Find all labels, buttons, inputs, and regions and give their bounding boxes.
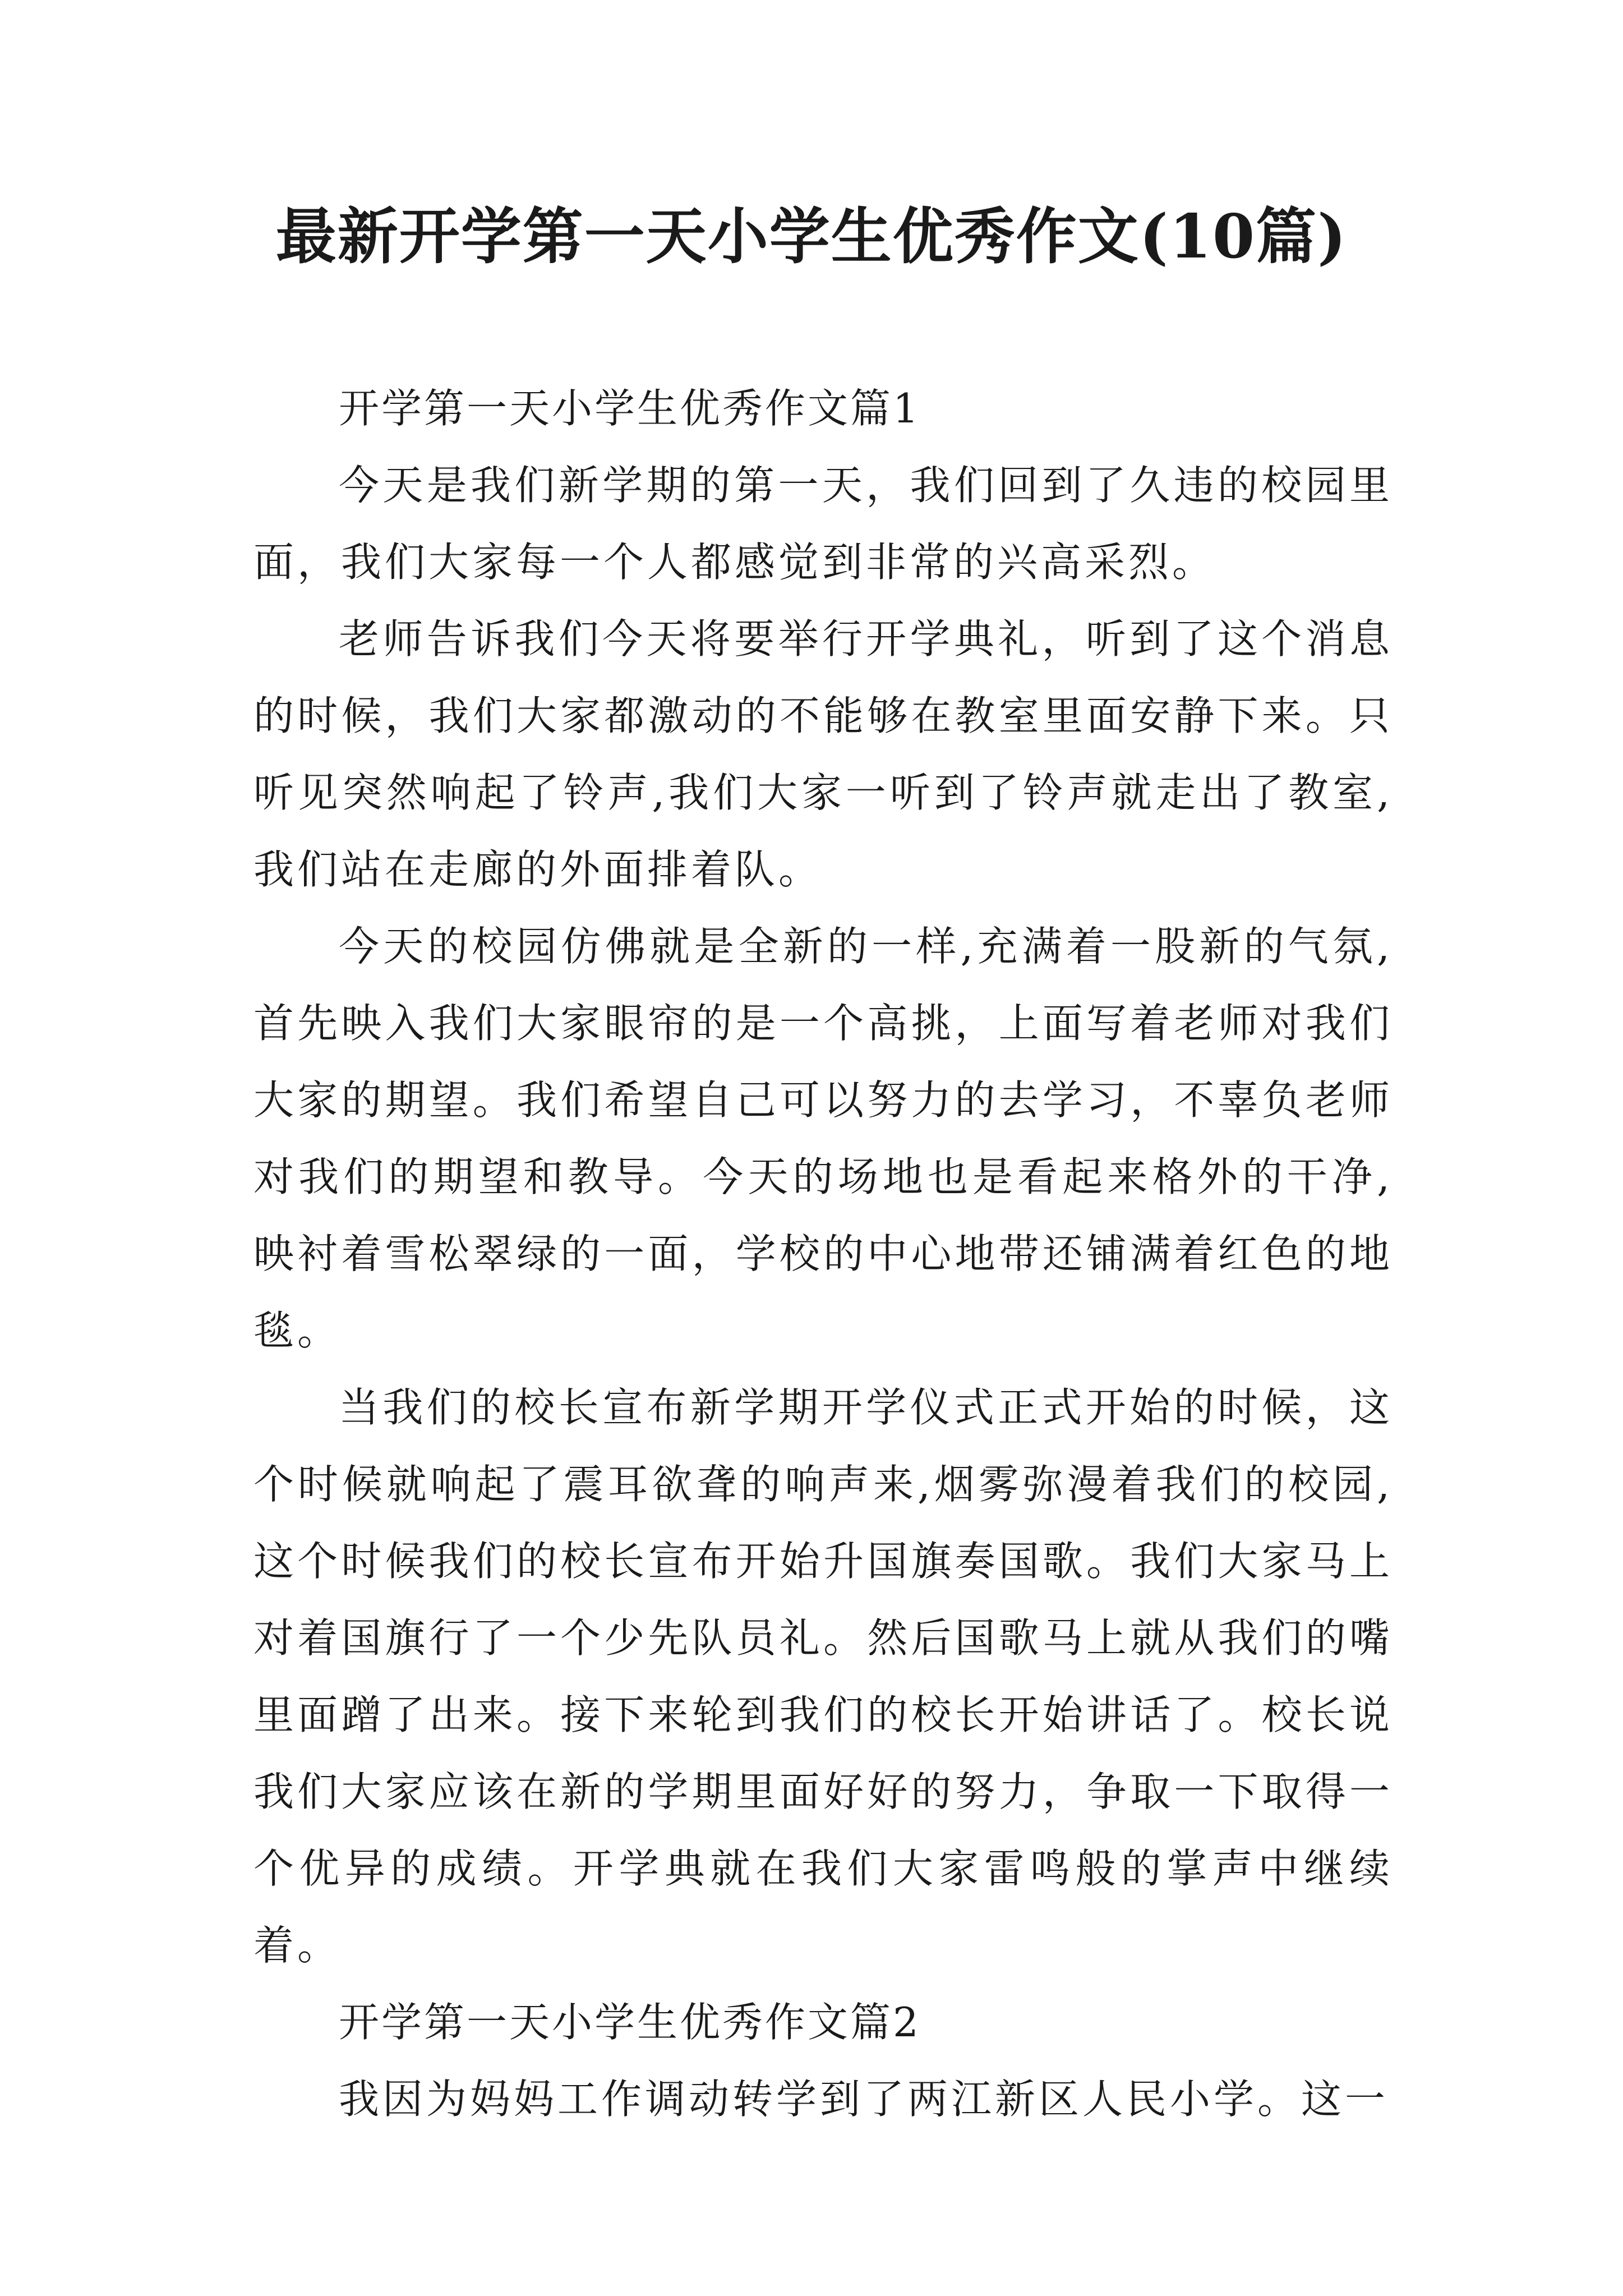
section-heading-2: 开学第一天小学生优秀作文篇2 (339, 1999, 921, 2046)
paragraph: 当我们的校长宣布新学期开学仪式正式开始的时候，这个时候就响起了震耳欲聋的响声来,烟雾弥漫着我们的校园,这个时候我们的校长宣布开始升国旗奏国歌。我们大家马上对着国旗行了一个少先队员礼。然后国歌马上就从我们的嘴里面蹭了出来。接下来轮到我们的校长开始讲话了。校长说我们大家应该在新的学期里面好好的努力，争取一下取得一个优异的成绩。开学典就在我们大家雷鸣般的掌声中继续着。 (253, 1384, 1393, 1969)
document-title: 最新开学第一天小学生优秀作文(10篇) (275, 201, 1348, 272)
paragraph: 我因为妈妈工作调动转学到了两江新区人民小学。这一 (339, 2076, 1389, 2123)
paragraph: 今天的校园仿佛就是全新的一样,充满着一股新的气氛,首先映入我们大家眼帘的是一个高挑，上面写着老师对我们大家的期望。我们希望自己可以努力的去学习，不辜负老师对我们的期望和教导。今天的场地也是看起来格外的干净,映衬着雪松翠绿的一面，学校的中心地带还铺满着红色的地毯。 (253, 923, 1393, 1354)
paragraph: 今天是我们新学期的第一天，我们回到了久违的校园里面，我们大家每一个人都感觉到非常的兴高采烈。 (253, 462, 1393, 586)
document-body (253, 370, 1393, 2138)
paragraph: 老师告诉我们今天将要举行开学典礼，听到了这个消息的时候，我们大家都激动的不能够在教室里面安静下来。只听见突然响起了铃声,我们大家一听到了铃声就走出了教室,我们站在走廊的外面排着队。 (253, 615, 1393, 893)
section-heading-1: 开学第一天小学生优秀作文篇1 (339, 385, 921, 432)
